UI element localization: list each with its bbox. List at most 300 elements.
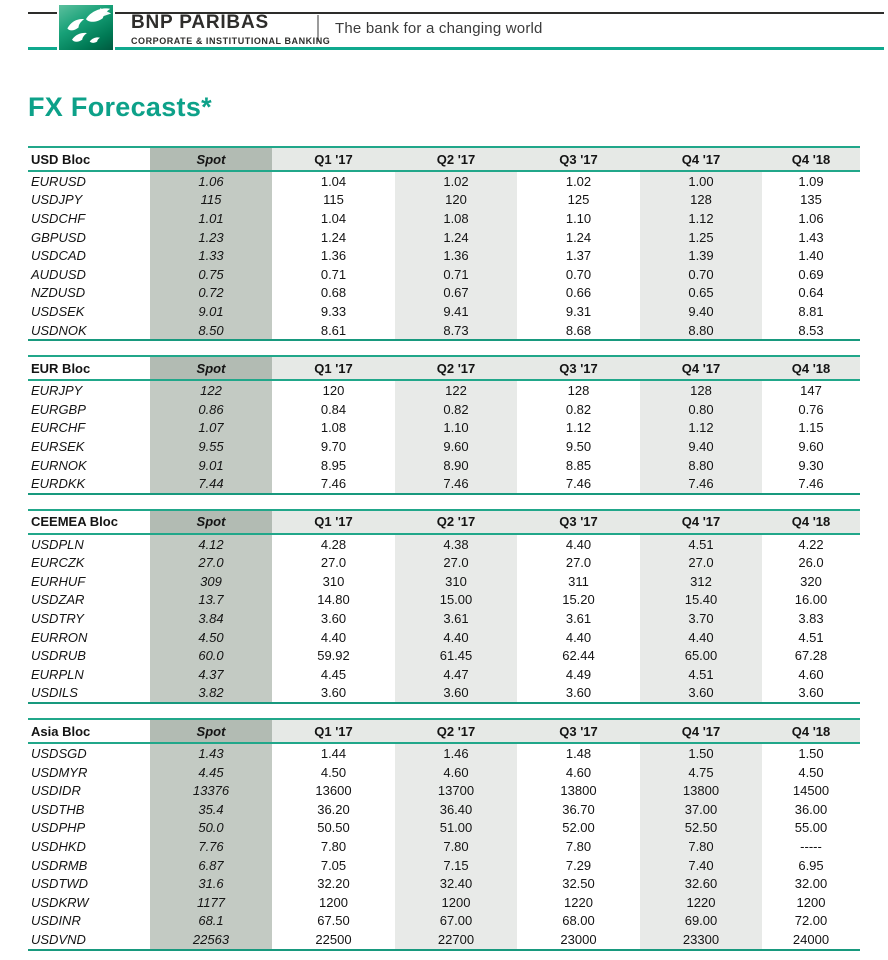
column-header: Q3 '17 — [517, 356, 640, 380]
forecast-cell: 0.80 — [640, 400, 762, 419]
forecast-cell: 1.15 — [798, 420, 824, 436]
forecast-cell: 312 — [640, 572, 762, 591]
forecast-cell: 0.76 — [798, 401, 824, 417]
forecast-cell: 1.04 — [320, 173, 347, 189]
forecast-cell: 3.61 — [565, 611, 592, 627]
pair-cell: USDCHF — [31, 210, 86, 226]
spot-cell: 9.55 — [150, 437, 272, 456]
fx-table-usd-bloc — [28, 146, 860, 341]
forecast-cell: 8.95 — [320, 457, 347, 473]
pair-cell: USDNOK — [28, 321, 150, 341]
pair-cell: USDJPY — [31, 192, 83, 208]
forecast-cell: 22700 — [395, 930, 517, 950]
spot-cell: 4.37 — [150, 665, 272, 684]
forecast-cell: 4.40 — [395, 628, 517, 647]
spot-cell: 35.4 — [150, 800, 272, 819]
forecast-cell: 128 — [640, 191, 762, 210]
forecast-cell: 1.43 — [798, 229, 824, 245]
column-header: Q3 '17 — [517, 510, 640, 534]
table-row — [28, 819, 860, 838]
spot-cell: 13.7 — [150, 591, 272, 610]
table-row — [28, 856, 860, 875]
forecast-cell: 9.50 — [565, 438, 592, 454]
forecast-cell: 4.51 — [798, 629, 824, 645]
forecast-cell: 23300 — [640, 930, 762, 950]
table-row — [28, 743, 860, 763]
forecast-cell: 1.06 — [798, 210, 824, 226]
table-row — [28, 893, 860, 912]
forecast-cell: 0.66 — [565, 285, 592, 301]
bloc-label: USD Bloc — [28, 147, 150, 171]
pair-cell: USDPLN — [31, 536, 84, 552]
table-row — [28, 246, 860, 265]
spot-cell: 1.07 — [150, 419, 272, 438]
forecast-cell: 1220 — [640, 893, 762, 912]
forecast-cell: 27.0 — [395, 554, 517, 573]
forecast-cell: 3.60 — [517, 684, 640, 704]
forecast-cell: 27.0 — [565, 555, 592, 571]
forecast-cell: 4.49 — [565, 666, 592, 682]
forecast-cell: 36.40 — [395, 800, 517, 819]
forecast-cell: 1.02 — [395, 171, 517, 191]
forecast-cell: 68.00 — [562, 913, 595, 929]
spot-cell: 9.01 — [150, 302, 272, 321]
column-header: Q4 '17 — [640, 147, 762, 171]
pair-cell: USDILS — [28, 684, 150, 704]
forecast-cell: 4.60 — [395, 763, 517, 782]
forecast-cell: 4.60 — [798, 666, 824, 682]
table-row — [28, 534, 860, 554]
forecast-cell: 6.95 — [798, 857, 824, 873]
forecast-cell: 4.22 — [798, 536, 824, 552]
pair-cell: EURCHF — [31, 420, 86, 436]
forecast-cell: 0.69 — [798, 266, 824, 282]
forecast-cell: 23000 — [517, 930, 640, 950]
header-row — [28, 510, 860, 534]
fx-table-asia-bloc — [28, 718, 860, 951]
spot-cell: 4.12 — [150, 534, 272, 554]
forecast-cell: 7.15 — [395, 856, 517, 875]
forecast-cell: 0.82 — [565, 401, 592, 417]
table-row — [28, 419, 860, 438]
column-header: Q4 '17 — [640, 719, 762, 743]
forecast-cell: 120 — [322, 383, 345, 399]
forecast-cell: 3.60 — [395, 684, 517, 704]
column-header: Q2 '17 — [395, 510, 517, 534]
forecast-cell: 125 — [567, 192, 590, 208]
forecast-cell: 15.40 — [640, 591, 762, 610]
forecast-cell: 0.64 — [798, 285, 824, 301]
pair-cell: USDRUB — [31, 648, 86, 664]
bloc-label: EUR Bloc — [28, 356, 150, 380]
header-row — [28, 719, 860, 743]
pair-cell: EURHUF — [31, 573, 86, 589]
spot-cell: 8.50 — [150, 321, 272, 341]
spot-cell: 27.0 — [150, 554, 272, 573]
forecast-cell: 320 — [800, 573, 822, 589]
spot-cell: 3.82 — [150, 684, 272, 704]
pair-cell: EURCZK — [31, 555, 85, 571]
table-row — [28, 837, 860, 856]
forecast-cell: 1.46 — [395, 743, 517, 763]
column-header: Q3 '17 — [517, 719, 640, 743]
pair-cell: USDTRY — [31, 611, 84, 627]
fx-table-eur-bloc — [28, 355, 860, 495]
column-header: Q4 '18 — [762, 356, 860, 380]
table-row — [28, 321, 860, 341]
forecast-cell: 9.41 — [395, 302, 517, 321]
forecast-cell: 3.60 — [320, 611, 347, 627]
forecast-cell: 4.47 — [395, 665, 517, 684]
brand-band — [0, 0, 888, 54]
pair-cell: USDMYR — [31, 764, 88, 780]
forecast-cell: 3.70 — [640, 609, 762, 628]
spot-cell: 115 — [150, 191, 272, 210]
pair-cell: AUDUSD — [31, 266, 86, 282]
spot-cell: 0.75 — [150, 265, 272, 284]
forecast-cell: 1.24 — [395, 228, 517, 247]
table-row — [28, 646, 860, 665]
forecast-cell: 7.40 — [640, 856, 762, 875]
spot-cell: 68.1 — [150, 912, 272, 931]
spot-cell: 309 — [150, 572, 272, 591]
forecast-cell: 115 — [323, 192, 344, 208]
forecast-cell: 1.08 — [395, 209, 517, 228]
column-header-spot: Spot — [150, 510, 272, 534]
spot-cell: 9.01 — [150, 456, 272, 475]
forecast-cell: 7.46 — [640, 474, 762, 494]
forecast-cell: 1.44 — [320, 746, 347, 762]
forecast-cell: 7.46 — [395, 474, 517, 494]
forecast-cell: 14.80 — [317, 592, 350, 608]
pair-cell: NZDUSD — [31, 285, 86, 301]
forecast-cell: 9.31 — [565, 303, 592, 319]
table-row — [28, 591, 860, 610]
forecast-cell: 65.00 — [640, 646, 762, 665]
forecast-cell: 128 — [640, 380, 762, 400]
column-header: Q2 '17 — [395, 719, 517, 743]
forecast-cell: 0.70 — [565, 266, 592, 282]
table-row — [28, 437, 860, 456]
spot-cell: 3.84 — [150, 609, 272, 628]
forecast-cell: 310 — [322, 573, 345, 589]
forecast-cell: 9.60 — [395, 437, 517, 456]
spot-cell: 1.01 — [150, 209, 272, 228]
column-header-spot: Spot — [150, 356, 272, 380]
table-row — [28, 763, 860, 782]
forecast-cell: 0.68 — [320, 285, 347, 301]
forecast-cell: 50.50 — [317, 820, 350, 836]
pair-cell: EURUSD — [31, 173, 86, 189]
fx-table-ceemea-bloc — [28, 509, 860, 704]
flying-birds-icon — [59, 5, 113, 50]
forecast-cell: 1.40 — [798, 248, 824, 264]
forecast-cell: 4.75 — [640, 763, 762, 782]
brand-division: CORPORATE & INSTITUTIONAL BANKING — [131, 36, 331, 46]
forecast-cell: 1.39 — [640, 246, 762, 265]
spot-cell: 4.45 — [150, 763, 272, 782]
forecast-cell: ----- — [800, 839, 822, 855]
spot-cell: 31.6 — [150, 874, 272, 893]
pair-cell: EURGBP — [31, 401, 86, 417]
forecast-cell: 310 — [395, 572, 517, 591]
forecast-cell: 13800 — [640, 781, 762, 800]
forecast-cell: 3.83 — [798, 611, 824, 627]
forecast-cell: 0.82 — [395, 400, 517, 419]
table-row — [28, 191, 860, 210]
header-row — [28, 356, 860, 380]
column-header: Q4 '17 — [640, 510, 762, 534]
pair-cell: EURDKK — [28, 474, 150, 494]
forecast-cell: 51.00 — [395, 819, 517, 838]
forecast-cell: 3.60 — [762, 684, 860, 704]
forecast-cell: 8.73 — [395, 321, 517, 341]
forecast-cell: 120 — [395, 191, 517, 210]
table-row — [28, 456, 860, 475]
forecast-cell: 32.20 — [317, 876, 350, 892]
forecast-cell: 1.37 — [565, 248, 592, 264]
table-row — [28, 284, 860, 303]
column-header: Q1 '17 — [272, 719, 395, 743]
forecast-cell: 7.80 — [640, 837, 762, 856]
forecast-cell: 4.40 — [640, 628, 762, 647]
forecast-cell: 3.60 — [640, 684, 762, 704]
column-header: Q1 '17 — [272, 356, 395, 380]
brand-tagline: The bank for a changing world — [335, 20, 543, 37]
spot-cell: 1.43 — [150, 743, 272, 763]
pair-cell: EURPLN — [31, 666, 84, 682]
spot-cell: 4.50 — [150, 628, 272, 647]
forecast-cell: 4.50 — [798, 764, 824, 780]
forecast-cell: 24000 — [762, 930, 860, 950]
forecast-cell: 7.29 — [565, 857, 592, 873]
column-header: Q2 '17 — [395, 356, 517, 380]
forecast-cell: 36.20 — [317, 801, 350, 817]
forecast-cell: 7.80 — [395, 837, 517, 856]
header-row — [28, 147, 860, 171]
pair-cell: EURJPY — [31, 383, 83, 399]
forecast-cell: 27.0 — [320, 555, 347, 571]
brand-name: BNP PARIBAS — [131, 12, 269, 33]
forecast-cell: 1.09 — [798, 173, 824, 189]
forecast-cell: 55.00 — [794, 820, 828, 836]
forecast-cell: 8.81 — [798, 303, 824, 319]
forecast-cell: 4.38 — [395, 534, 517, 554]
pair-cell: USDSGD — [31, 746, 87, 762]
forecast-cell: 1.48 — [565, 746, 592, 762]
forecast-cell: 13600 — [315, 783, 352, 799]
spot-cell: 7.76 — [150, 837, 272, 856]
forecast-cell: 1.00 — [640, 171, 762, 191]
forecast-cell: 9.70 — [320, 438, 347, 454]
table-row — [28, 572, 860, 591]
table-row — [28, 912, 860, 931]
spot-cell: 1.06 — [150, 171, 272, 191]
pair-cell: USDRMB — [31, 857, 88, 873]
forecast-cell: 72.00 — [794, 913, 828, 929]
forecast-cell: 1.12 — [640, 419, 762, 438]
forecast-cell: 8.61 — [272, 321, 395, 341]
spot-cell: 122 — [150, 380, 272, 400]
forecast-cell: 9.30 — [798, 457, 824, 473]
forecast-cell: 9.40 — [640, 302, 762, 321]
bloc-label: CEEMEA Bloc — [28, 510, 150, 534]
table-row — [28, 209, 860, 228]
column-header-spot: Spot — [150, 719, 272, 743]
pair-cell: GBPUSD — [31, 229, 86, 245]
forecast-cell: 4.28 — [320, 536, 347, 552]
pair-cell: USDPHP — [31, 820, 86, 836]
pair-cell: USDTHB — [31, 801, 85, 817]
forecast-cell: 1.36 — [320, 248, 347, 264]
pair-cell: EURSEK — [31, 438, 85, 454]
forecast-cell: 32.40 — [395, 874, 517, 893]
spot-cell: 50.0 — [150, 819, 272, 838]
forecast-cell: 1.04 — [320, 210, 347, 226]
spot-cell: 0.72 — [150, 284, 272, 303]
forecast-cell: 1.50 — [640, 743, 762, 763]
bloc-label: Asia Bloc — [28, 719, 150, 743]
forecast-cell: 52.00 — [562, 820, 595, 836]
column-header: Q4 '17 — [640, 356, 762, 380]
column-header: Q4 '18 — [762, 510, 860, 534]
forecast-cell: 52.50 — [640, 819, 762, 838]
forecast-cell: 4.50 — [320, 764, 347, 780]
forecast-cell: 8.68 — [517, 321, 640, 341]
page-title: FX Forecasts* — [28, 92, 212, 122]
forecast-cell: 3.61 — [395, 609, 517, 628]
forecast-cell: 1.36 — [395, 246, 517, 265]
forecast-cell: 0.71 — [320, 266, 347, 282]
pair-cell: USDSEK — [31, 303, 85, 319]
forecast-cell: 61.45 — [395, 646, 517, 665]
forecast-cell: 128 — [567, 383, 590, 399]
forecast-cell: 1.10 — [395, 419, 517, 438]
forecast-cell: 1.08 — [320, 420, 347, 436]
forecast-cell: 1.02 — [565, 173, 592, 189]
forecast-cell: 1.50 — [798, 746, 824, 762]
forecast-cell: 67.00 — [395, 912, 517, 931]
fx-forecast-tables — [0, 146, 888, 951]
forecast-cell: 0.65 — [640, 284, 762, 303]
pair-cell: USDTWD — [31, 876, 89, 892]
forecast-cell: 1220 — [564, 894, 593, 910]
forecast-cell: 1.12 — [565, 420, 592, 436]
spot-cell: 13376 — [150, 781, 272, 800]
forecast-cell: 67.28 — [794, 648, 828, 664]
forecast-cell: 4.40 — [320, 629, 347, 645]
forecast-cell: 32.50 — [562, 876, 595, 892]
forecast-cell: 8.80 — [640, 456, 762, 475]
forecast-cell: 7.05 — [320, 857, 347, 873]
column-header: Q2 '17 — [395, 147, 517, 171]
forecast-cell: 16.00 — [794, 592, 828, 608]
pair-cell: USDINR — [31, 913, 81, 929]
forecast-cell: 27.0 — [640, 554, 762, 573]
forecast-cell: 3.60 — [272, 684, 395, 704]
spot-cell: 1.33 — [150, 246, 272, 265]
table-row — [28, 684, 860, 704]
forecast-cell: 1200 — [319, 894, 348, 910]
forecast-cell: 4.60 — [565, 764, 592, 780]
forecast-cell: 15.20 — [562, 592, 595, 608]
table-row — [28, 554, 860, 573]
table-row — [28, 665, 860, 684]
forecast-cell: 4.51 — [640, 534, 762, 554]
forecast-cell: 8.80 — [640, 321, 762, 341]
table-row — [28, 265, 860, 284]
spot-cell: 1.23 — [150, 228, 272, 247]
forecast-cell: 26.0 — [798, 555, 824, 571]
pair-cell: USDHKD — [31, 839, 86, 855]
forecast-cell: 7.80 — [320, 839, 347, 855]
pair-cell: USDZAR — [31, 592, 85, 608]
pair-cell: EURRON — [31, 629, 88, 645]
forecast-cell: 0.70 — [640, 265, 762, 284]
forecast-cell: 8.53 — [762, 321, 860, 341]
forecast-cell: 32.60 — [640, 874, 762, 893]
forecast-cell: 7.46 — [762, 474, 860, 494]
brand-text — [131, 13, 330, 46]
forecast-cell: 4.51 — [640, 665, 762, 684]
table-row — [28, 781, 860, 800]
table-row — [28, 171, 860, 191]
forecast-cell: 122 — [395, 380, 517, 400]
top-rule-green — [28, 47, 884, 50]
forecast-cell: 62.44 — [562, 648, 595, 664]
table-row — [28, 302, 860, 321]
table-row — [28, 609, 860, 628]
forecast-cell: 59.92 — [317, 648, 350, 664]
column-header-spot: Spot — [150, 147, 272, 171]
forecast-cell: 4.40 — [565, 629, 592, 645]
pair-cell: USDKRW — [31, 894, 89, 910]
column-header: Q1 '17 — [272, 147, 395, 171]
table-row — [28, 628, 860, 647]
forecast-cell: 37.00 — [640, 800, 762, 819]
table-row — [28, 228, 860, 247]
spot-cell: 7.44 — [150, 474, 272, 494]
forecast-cell: 67.50 — [317, 913, 350, 929]
table-row — [28, 474, 860, 494]
forecast-cell: 147 — [800, 383, 822, 399]
table-row — [28, 400, 860, 419]
forecast-cell: 1.24 — [320, 229, 347, 245]
forecast-cell: 1.10 — [565, 210, 592, 226]
column-header: Q1 '17 — [272, 510, 395, 534]
forecast-cell: 1.25 — [640, 228, 762, 247]
forecast-cell: 1.24 — [565, 229, 592, 245]
column-header: Q4 '18 — [762, 719, 860, 743]
forecast-cell: 8.90 — [395, 456, 517, 475]
pair-cell: EURNOK — [31, 457, 87, 473]
forecast-cell: 0.71 — [395, 265, 517, 284]
forecast-cell: 14500 — [792, 783, 830, 799]
spot-cell: 6.87 — [150, 856, 272, 875]
table-row — [28, 800, 860, 819]
spot-cell: 1177 — [150, 893, 272, 912]
forecast-cell: 13800 — [560, 783, 597, 799]
forecast-cell: 22500 — [272, 930, 395, 950]
table-row — [28, 930, 860, 950]
forecast-cell: 4.45 — [320, 666, 347, 682]
forecast-cell: 8.85 — [565, 457, 592, 473]
forecast-cell: 36.70 — [562, 801, 595, 817]
forecast-cell: 7.80 — [565, 839, 592, 855]
forecast-cell: 7.46 — [272, 474, 395, 494]
forecast-cell: 135 — [800, 192, 822, 208]
pair-cell: USDVND — [28, 930, 150, 950]
